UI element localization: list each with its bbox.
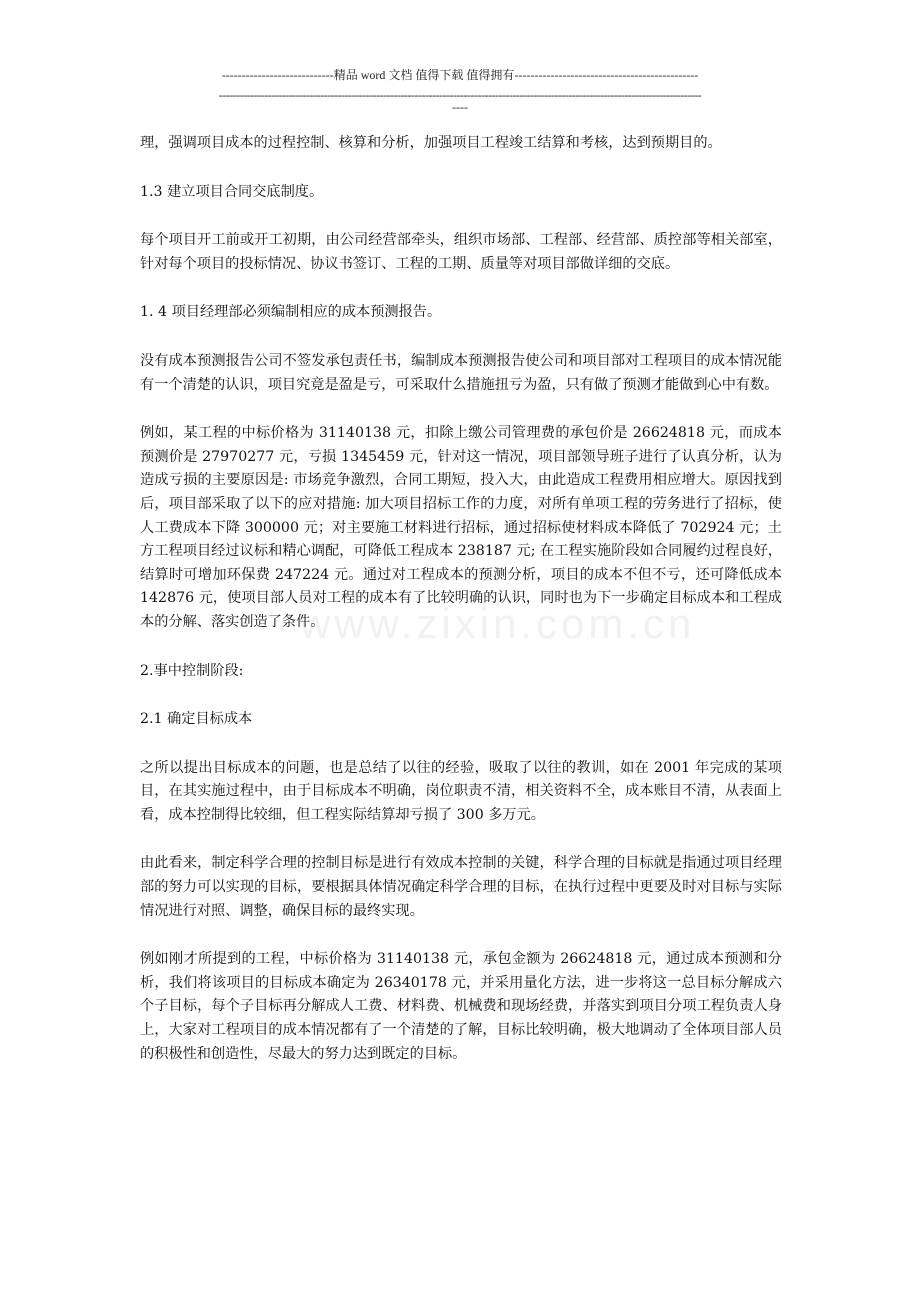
section-heading-1-3: 1.3 建立项目合同交底制度。 xyxy=(140,183,324,200)
watermark: www.zixin.com.cn xyxy=(300,600,696,647)
section-heading-2: 2.事中控制阶段: xyxy=(140,662,244,679)
paragraph: 每个项目开工前或开工初期，由公司经营部牵头，组织市场部、工程部、经营部、质控部等相关部室，针对每个项目的投标情况、协议书签订、工程的工期、质量等对项目部做详细的交底。 xyxy=(140,232,782,272)
paragraph: 由此看来，制定科学合理的控制目标是进行有效成本控制的关键，科学合理的目标就是指通过项目经理部的努力可以实现的目标，要根据具体情况确定科学合理的目标，在执行过程中更要及时对目标与实际情况进行对照、调整，确保目标的最终实现。 xyxy=(140,855,782,919)
section-heading-1-4: 1. 4 项目经理部必须编制相应的成本预测报告。 xyxy=(140,304,442,321)
paragraph: 例如，某工程的中标价格为 31140138 元，扣除上缴公司管理费的承包价是 26624818 元，而成本预测价是 27970277 元，亏损 1345459 元，针对这一情况，项目部领导班子进行了认真分析，认为造成亏损的主要原因是: 市场竞争激烈，合同工期短，投入大，由此造成工程费用相应增大。原因找到后，项目部采取了以下的应对措施: 加大项目招标工作的力度，对所有单项工程的劳务进行了招标，使人工费成本下降 300000 元；对主要施工材料进行招标，通过招标使材料成本降低了 702924 元；土方工程项目经过议标和精心调配，可降低工程成本 238187 元; 在工程实施阶段如合同履约过程良好，结算时可增加环保费 247224 元。通过对工程成本的预测分析，项目的成本不但不亏，还可降低成本 142876 元，使项目部人员对工程的成本有了比较明确的认识，同时也为下一步确定目标成本和工程成本的分解、落实创造了条件。 xyxy=(140,425,782,630)
header-rule-tail: ---- xyxy=(452,100,468,114)
document-body xyxy=(140,132,782,1091)
section-heading-2-1: 2.1 确定目标成本 xyxy=(140,711,253,728)
paragraph-intro-tail: 理，强调项目成本的过程控制、核算和分析，加强项目工程竣工结算和考核，达到预期目的。 xyxy=(140,135,722,151)
header-banner: ----------------------------精品 word 文档 值得下载 值得拥有---------------------------------------------- xyxy=(221,68,699,82)
paragraph: 之所以提出目标成本的问题，也是总结了以往的经验，吸取了以往的教训，如在 2001 年完成的某项目，在其实施过程中，由于目标成本不明确，岗位职责不清，相关资料不全，成本账目不清，从表面上看，成本控制得比较细，但工程实际结算却亏损了 300 多万元。 xyxy=(140,759,782,823)
paragraph: 例如刚才所提到的工程，中标价格为 31140138 元，承包金额为 26624818 元，通过成本预测和分析，我们将该项目的目标成本确定为 26340178 元，并采用量化方法，进一步将这一总目标分解成六个子目标，每个子目标再分解成人工费、材料费、机械费和现场经费，并落实到项目分项工程负责人身上，大家对工程项目的成本情况都有了一个清楚的了解，目标比较明确，极大地调动了全体项目部人员的积极性和创造性，尽最大的努力达到既定的目标。 xyxy=(140,951,782,1062)
header-rule: ------------------------------------------------------------------------------------------------------------------------------------------ xyxy=(218,88,702,102)
paragraph: 没有成本预测报告公司不签发承包责任书，编制成本预测报告使公司和项目部对工程项目的成本情况能有一个清楚的认识，项目究竟是盈是亏，可采取什么措施扭亏为盈，只有做了预测才能做到心中有数。 xyxy=(140,352,782,393)
